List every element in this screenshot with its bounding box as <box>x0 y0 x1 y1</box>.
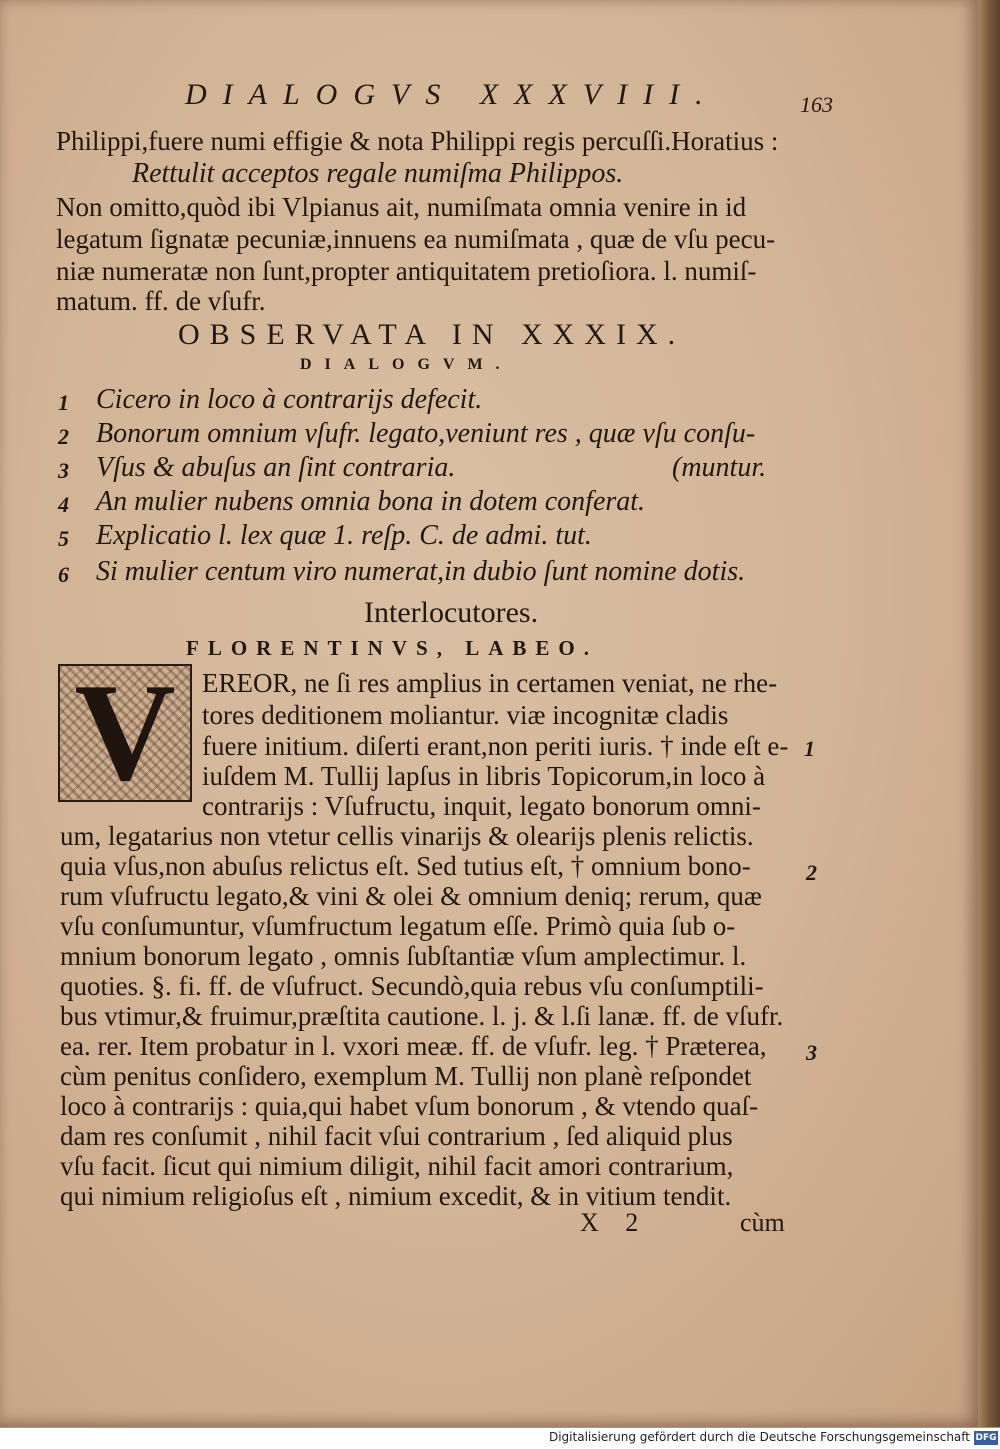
observata-item: An mulier nubens omnia bona in dotem conferat. <box>96 486 646 517</box>
body-line: iuſdem M. Tullij lapſus in libris Topicorum,in loco à <box>202 761 766 791</box>
interlocutores-title: Interlocutores. <box>364 596 539 629</box>
observata-item: Cicero in loco à contrarijs defecit. <box>96 384 483 415</box>
item-number: 6 <box>58 562 69 587</box>
body-line: quoties. §. fi. ff. de vſufruct. Secundò,quia rebus vſu conſumptili- <box>60 971 764 1001</box>
book-page-edge <box>978 0 1000 1427</box>
item-number: 1 <box>58 390 69 415</box>
item-number: 4 <box>58 492 69 517</box>
body-line: loco à contrarijs : quia,qui habet vſum bonorum , & vtendo quaſ- <box>60 1091 759 1121</box>
body-line: cùm penitus conſidero, exemplum M. Tullij non planè reſpondet <box>60 1061 752 1091</box>
observata-item: Explicatio l. lex quæ 1. reſp. C. de admi. tut. <box>96 520 592 551</box>
body-line: rum vſufructu legato,& vini & olei & omnium deniq; rerum, quæ <box>60 881 762 911</box>
drop-cap-ornament <box>58 655 192 810</box>
signature-mark: X 2 <box>580 1208 649 1237</box>
observata-item: Si mulier centum viro numerat,in dubio ſunt nomine dotis. <box>96 556 746 587</box>
body-line: bus vtimur,& fruimur,præſtita cautione. l. j. & l.ſi lanæ. ff. de vſufr. <box>60 1001 784 1031</box>
body-line: ea. rer. Item probatur in l. vxori meæ. ff. de vſufr. leg. † Præterea, <box>60 1031 767 1061</box>
body-line: vſu conſumuntur, vſumfructum legatum eſſe. Primò quia ſub o- <box>60 911 736 941</box>
margin-note-number: 3 <box>806 1040 817 1065</box>
digitization-footer <box>0 1427 1000 1449</box>
observata-item: Bonorum omnium vſufr. legato,veniunt res , quæ vſu conſu- <box>96 418 756 449</box>
body-line: tores deditionem moliantur. viæ incognitæ cladis <box>202 700 729 730</box>
body-line: qui nimium religioſus eſt , nimium excedit, & in vitium tendit. <box>60 1181 732 1211</box>
drop-cap-letter: V <box>74 655 176 810</box>
observata-item-continuation: (muntur. <box>672 452 767 483</box>
funding-credit: Digitalisierung gefördert durch die Deutsche Forschungsgemeinschaft <box>548 1430 970 1444</box>
catchword: cùm <box>740 1208 785 1237</box>
interlocutores-names: FLORENTINVS, LABEO. <box>186 636 598 660</box>
body-line: EREOR, ne ſi res amplius in certamen veniat, ne rhe- <box>202 668 778 698</box>
body-line: quia vſus,non abuſus relictus eſt. Sed tutius eſt, † omnium bono- <box>60 851 751 881</box>
intro-para-line: Non omitto,quòd ibi Vlpianus ait, numiſmata omnia venire in id <box>56 192 747 222</box>
observata-subtitle: DIALOGVM. <box>300 356 513 373</box>
body-line: mnium bonorum legato , omnis ſubſtantiæ vſum amplectimur. l. <box>60 941 747 971</box>
item-number: 3 <box>58 458 69 483</box>
item-number: 2 <box>58 424 69 449</box>
observata-item: Vſus & abuſus an ſint contraria. <box>96 452 456 483</box>
margin-note-number: 1 <box>804 736 815 761</box>
body-line: um, legatarius non vtetur cellis vinarijs & olearijs plenis relictis. <box>60 821 754 851</box>
intro-para-line: matum. ff. de vſufr. <box>56 286 266 316</box>
body-line: contrarijs : Vſufructu, inquit, legato bonorum omni- <box>202 791 761 821</box>
intro-para-line: niæ numeratæ non ſunt,propter antiquitatem pretioſiora. l. numiſ- <box>56 256 757 286</box>
intro-para-line: legatum ſignatæ pecuniæ,innuens ea numiſmata , quæ de vſu pecu- <box>56 224 776 254</box>
dfg-logo-icon: DFG <box>975 1433 997 1443</box>
margin-note-number: 2 <box>806 860 817 885</box>
running-title: DIALOGVS XXXVIII. <box>185 78 719 111</box>
body-line: fuere initium. diſerti erant,non periti iuris. † inde eſt e- <box>202 731 789 761</box>
item-number: 5 <box>58 526 69 551</box>
body-line: dam res conſumit , nihil facit vſui contrarium , ſed aliquid plus <box>60 1121 733 1151</box>
intro-line: Philippi,fuere numi effigie & nota Philippi regis percuſſi.Horatius : <box>56 126 779 156</box>
body-line: vſu facit. ſicut qui nimium diligit, nihil facit amori contrarium, <box>60 1151 734 1181</box>
observata-title: OBSERVATA IN XXXIX. <box>178 318 686 351</box>
horace-quote: Rettulit acceptos regale numiſma Philippos. <box>132 158 624 189</box>
page-number: 163 <box>800 92 833 117</box>
